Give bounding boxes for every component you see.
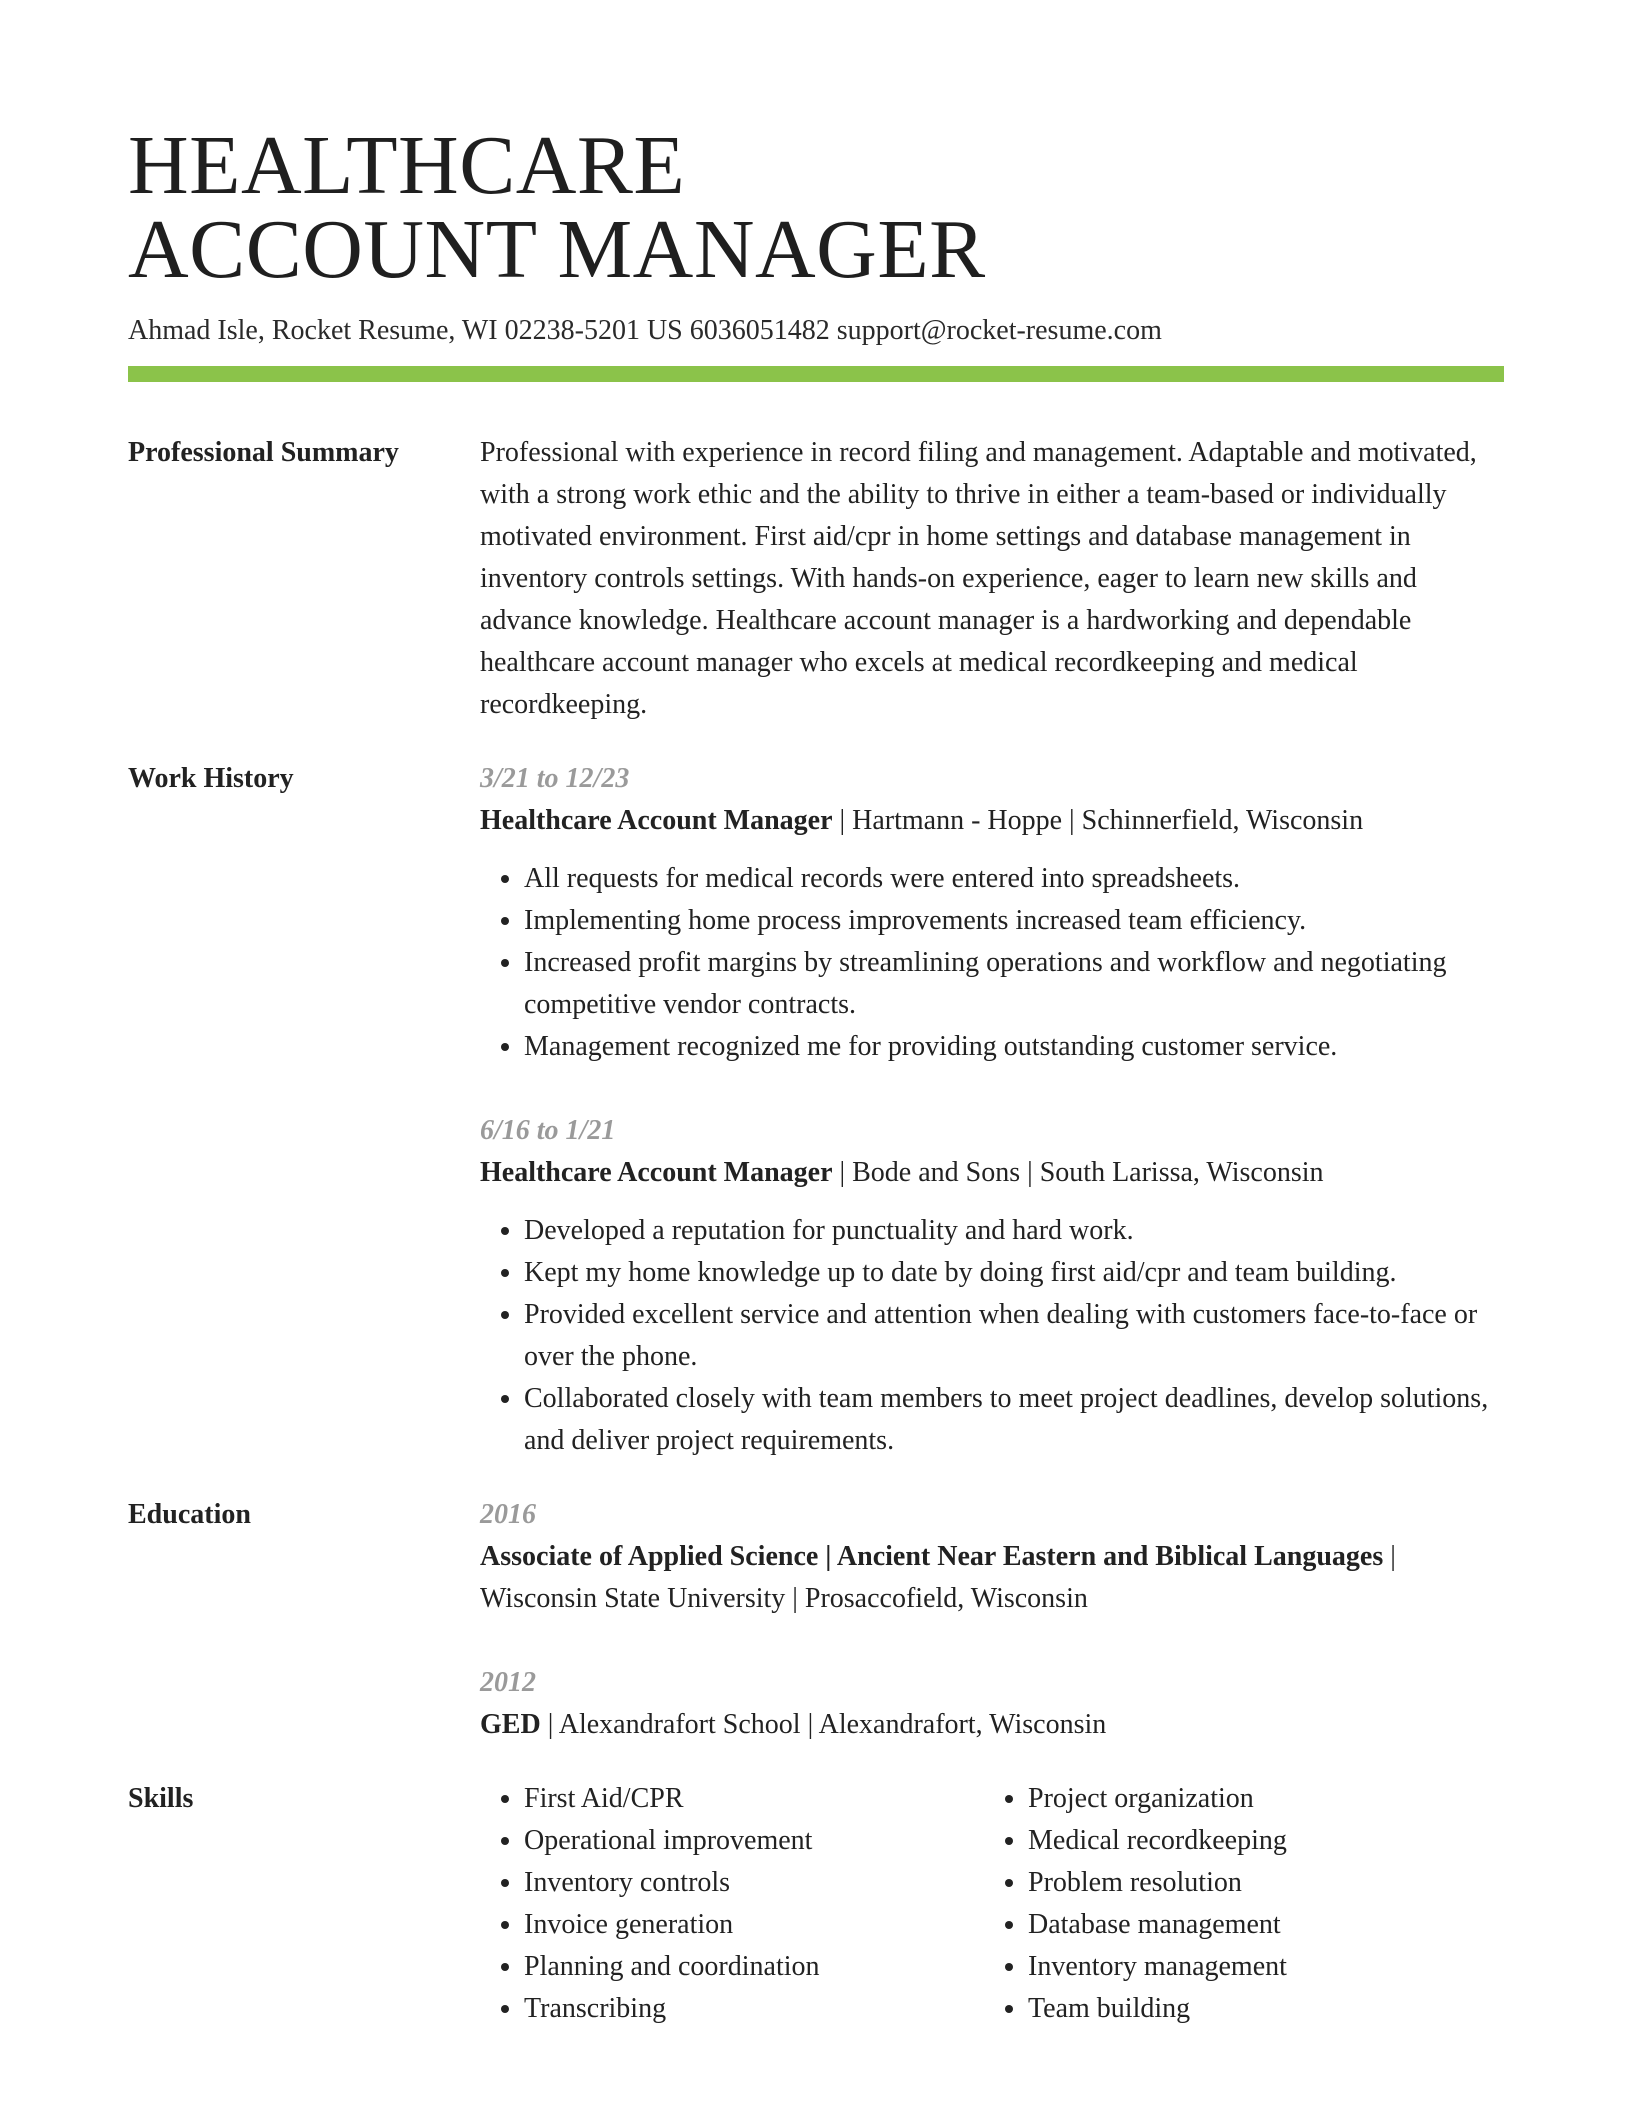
list-item: • Implementing home process improvements increased team efficiency.	[524, 900, 1504, 942]
job-dates: 3/21 to 12/23	[480, 763, 630, 794]
education-heading	[480, 1704, 1504, 1746]
job-bullets	[480, 1210, 1504, 1462]
resume-page	[128, 119, 1504, 2030]
section-body-summary	[480, 432, 1504, 726]
accent-divider	[128, 366, 1504, 382]
section-education	[128, 1494, 1504, 1746]
list-item: • Team building	[1028, 1988, 1488, 2030]
list-item: • Database management	[1028, 1904, 1488, 1946]
job-details: | Bode and Sons | South Larissa, Wisconsin	[832, 1157, 1324, 1188]
education-year: 2012	[480, 1667, 536, 1698]
list-item: • Operational improvement	[524, 1820, 984, 1862]
education-heading	[480, 1536, 1504, 1620]
list-item: • Kept my home knowledge up to date by doing first aid/cpr and team building.	[524, 1252, 1504, 1294]
list-item: • Invoice generation	[524, 1904, 984, 1946]
job-heading	[480, 800, 1504, 842]
section-professional-summary	[128, 432, 1504, 726]
list-item: • Provided excellent service and attention when dealing with customers face-to-face or over the phone.	[524, 1294, 1504, 1378]
resume-title-line-1: HEALTHCARE	[128, 119, 686, 212]
list-item: • Collaborated closely with team members to meet project deadlines, develop solutions, and deliver project requirements.	[524, 1378, 1504, 1462]
skills-column-2	[984, 1778, 1488, 2030]
contact-info: Ahmad Isle, Rocket Resume, WI 02238-5201 US 6036051482 support@rocket-resume.com	[128, 315, 1162, 346]
list-item: • Inventory controls	[524, 1862, 984, 1904]
education-entry	[480, 1494, 1504, 1620]
list-item: • Increased profit margins by streamlining operations and workflow and negotiating competitive vendor contracts.	[524, 942, 1504, 1026]
section-work-history	[128, 758, 1504, 1462]
section-label-work: Work History	[128, 763, 294, 794]
list-item: • Problem resolution	[1028, 1862, 1488, 1904]
list-item: • Project organization	[1028, 1778, 1488, 1820]
resume-title	[128, 119, 1504, 296]
education-degree: Associate of Applied Science | Ancient Near Eastern and Biblical Languages	[480, 1541, 1384, 1572]
education-degree: GED	[480, 1709, 541, 1740]
skills-column-1	[480, 1778, 984, 2030]
list-item: • Inventory management	[1028, 1946, 1488, 1988]
education-details: | Wisconsin State University | Prosaccofield, Wisconsin	[480, 1541, 1396, 1614]
job-details: | Hartmann - Hoppe | Schinnerfield, Wisconsin	[832, 805, 1364, 836]
list-item: • Transcribing	[524, 1988, 984, 2030]
resume-title-line-2: ACCOUNT MANAGER	[128, 203, 986, 296]
education-details: | Alexandrafort School | Alexandrafort, Wisconsin	[540, 1709, 1107, 1740]
job-dates: 6/16 to 1/21	[480, 1115, 616, 1146]
section-body-education	[480, 1494, 1504, 1746]
summary-text: Professional with experience in record filing and management. Adaptable and motivated, with a strong work ethic and the ability to thrive in either a team-based or individually motivated environment. First aid/cpr in home settings and database management in inventory controls settings. With hands-on experience, eager to learn new skills and advance knowledge. Healthcare account manager is a hardworking and dependable healthcare account manager who excels at medical recordkeeping and medical recordkeeping.	[480, 437, 1477, 720]
job-bullets	[480, 858, 1504, 1068]
list-item: • Developed a reputation for punctuality and hard work.	[524, 1210, 1504, 1252]
section-label-skills: Skills	[128, 1783, 194, 1814]
job-entry	[480, 758, 1504, 1068]
section-body-skills	[480, 1778, 1504, 2030]
section-label-education: Education	[128, 1499, 251, 1530]
list-item: • First Aid/CPR	[524, 1778, 984, 1820]
skills-grid	[480, 1778, 1504, 2030]
education-entry	[480, 1662, 1504, 1746]
education-year: 2016	[480, 1499, 536, 1530]
job-title: Healthcare Account Manager	[480, 1157, 833, 1188]
section-body-work	[480, 758, 1504, 1462]
list-item: • Medical recordkeeping	[1028, 1820, 1488, 1862]
job-heading	[480, 1152, 1504, 1194]
list-item: • Management recognized me for providing outstanding customer service.	[524, 1026, 1504, 1068]
list-item: • Planning and coordination	[524, 1946, 984, 1988]
job-title: Healthcare Account Manager	[480, 805, 833, 836]
section-skills	[128, 1778, 1504, 2030]
job-entry	[480, 1110, 1504, 1462]
section-label-summary: Professional Summary	[128, 437, 399, 468]
list-item: • All requests for medical records were entered into spreadsheets.	[524, 858, 1504, 900]
